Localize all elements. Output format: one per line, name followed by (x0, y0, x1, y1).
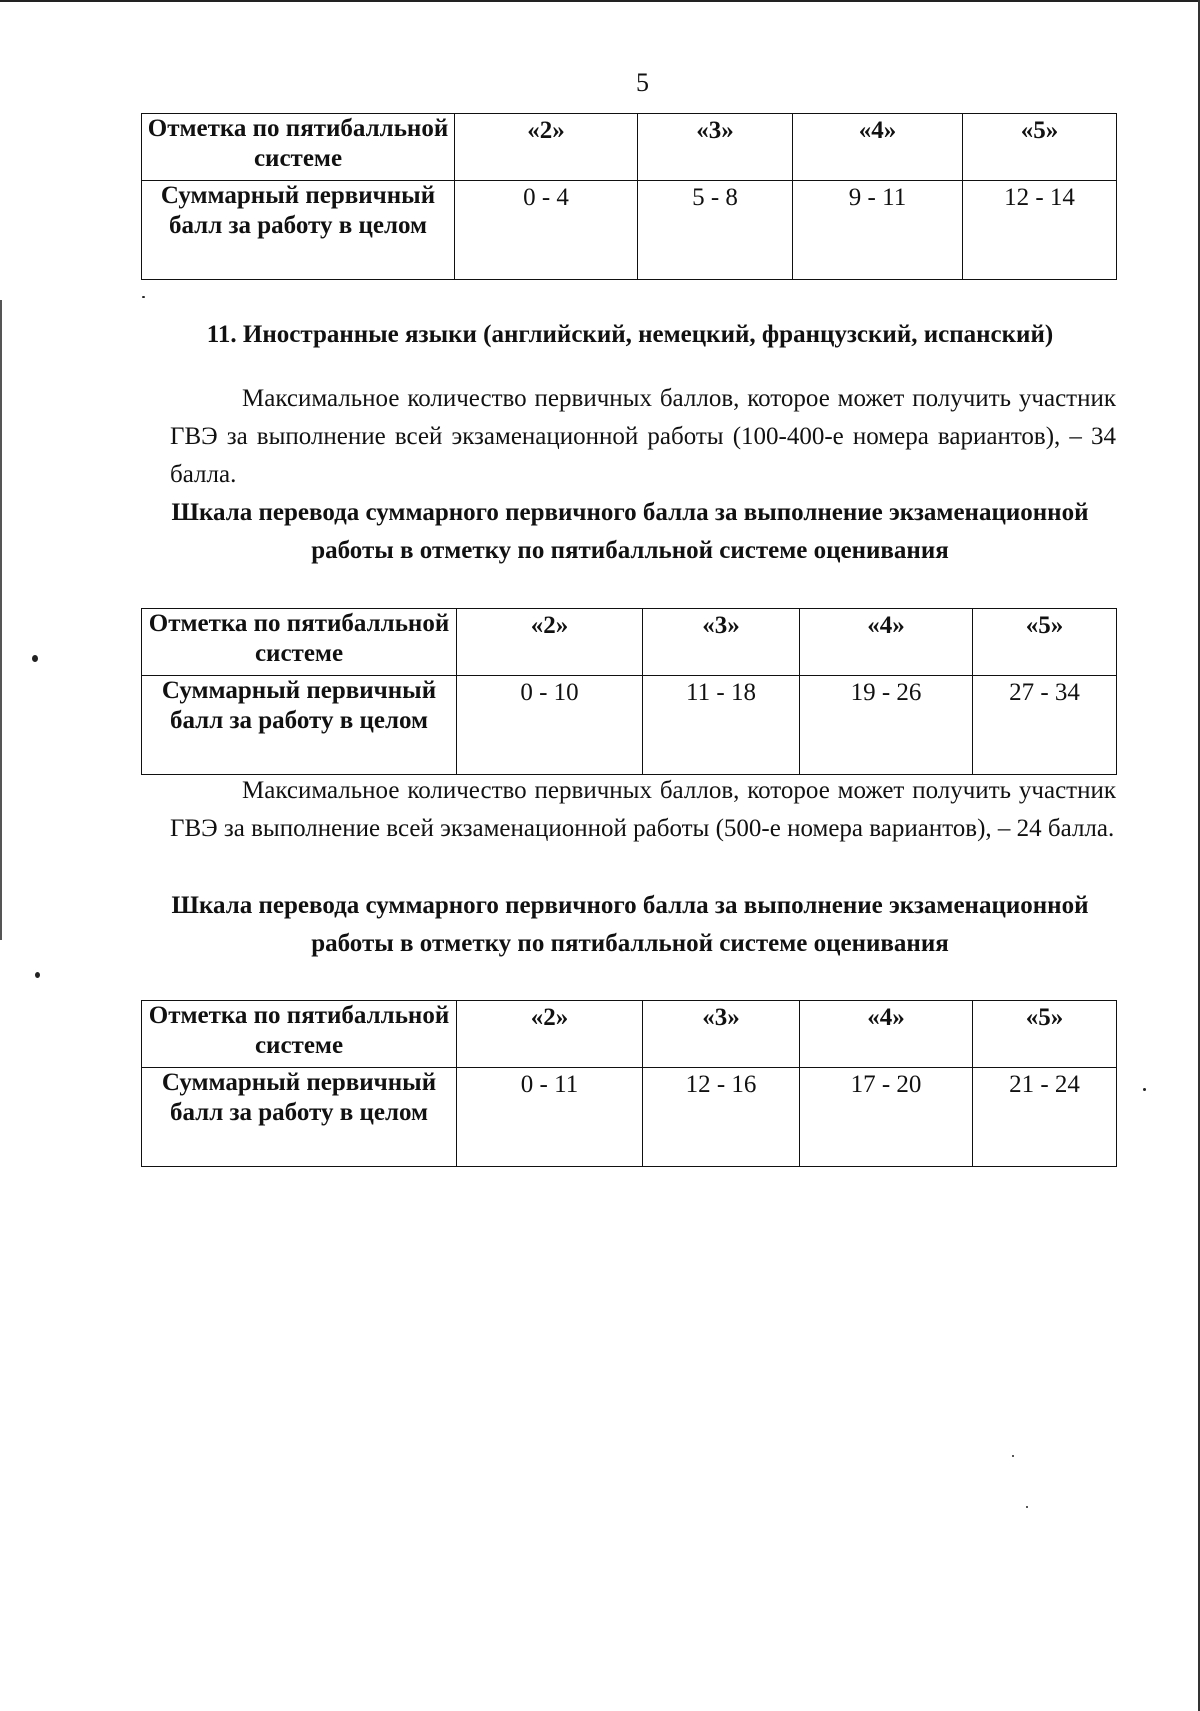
grade-cell: «2» (457, 609, 643, 676)
scan-speck (35, 972, 40, 978)
grade-cell: «4» (800, 609, 973, 676)
paragraph-max-score-1 (170, 380, 1116, 494)
score-cell: 27 - 34 (973, 676, 1117, 775)
score-cell: 17 - 20 (800, 1068, 973, 1167)
row-label-score: Суммарный первичный балл за работу в целом (142, 1068, 457, 1167)
scan-speck (32, 655, 38, 662)
row-label-score: Суммарный первичный балл за работу в целом (142, 181, 455, 280)
row-label-grade: Отметка по пятибалльной системе (142, 114, 455, 181)
row-label-grade: Отметка по пятибалльной системе (142, 609, 457, 676)
page-number: 5 (636, 68, 649, 97)
grade-row (142, 609, 1117, 676)
grade-row (142, 1001, 1117, 1068)
grade-table-3 (141, 1000, 1117, 1167)
row-label-grade: Отметка по пятибалльной системе (142, 1001, 457, 1068)
grade-row (142, 114, 1117, 181)
grade-cell: «3» (638, 114, 793, 181)
grade-cell: «4» (800, 1001, 973, 1068)
grade-cell: «5» (963, 114, 1117, 181)
grade-cell: «3» (643, 609, 800, 676)
scale-title-1: Шкала перевода суммарного первичного балла за выполнение экзаменационной работы в отметку по пятибалльной системе оценивания (171, 499, 1089, 564)
grade-table-2 (141, 608, 1117, 775)
scan-speck (1026, 1506, 1028, 1508)
paragraph-text: Максимальное количество первичных баллов, которое может получить участник ГВЭ за выполнение всей экзаменационной работы (100-400-е номера вариантов), – 34 балла. (170, 385, 1116, 488)
score-row (142, 676, 1117, 775)
grade-cell: «2» (457, 1001, 643, 1068)
score-cell: 0 - 10 (457, 676, 643, 775)
grade-cell: «4» (793, 114, 963, 181)
score-cell: 21 - 24 (973, 1068, 1117, 1167)
score-cell: 0 - 11 (457, 1068, 643, 1167)
row-label-score: Суммарный первичный балл за работу в целом (142, 676, 457, 775)
score-row (142, 181, 1117, 280)
score-cell: 9 - 11 (793, 181, 963, 280)
grade-cell: «3» (643, 1001, 800, 1068)
scan-speck (142, 296, 145, 298)
scan-speck (1143, 1088, 1146, 1091)
score-cell: 0 - 4 (455, 181, 638, 280)
grade-cell: «2» (455, 114, 638, 181)
score-cell: 11 - 18 (643, 676, 800, 775)
grade-cell: «5» (973, 609, 1117, 676)
grade-table-1 (141, 113, 1117, 280)
scan-edge-top (0, 0, 1200, 2)
score-cell: 19 - 26 (800, 676, 973, 775)
score-row (142, 1068, 1117, 1167)
score-cell: 12 - 16 (643, 1068, 800, 1167)
scale-title-2: Шкала перевода суммарного первичного балла за выполнение экзаменационной работы в отметку по пятибалльной системе оценивания (171, 892, 1089, 957)
score-cell: 5 - 8 (638, 181, 793, 280)
section-heading: 11. Иностранные языки (английский, немецкий, французский, испанский) (206, 321, 1054, 348)
paragraph-max-score-2 (170, 772, 1116, 848)
grade-cell: «5» (973, 1001, 1117, 1068)
paragraph-text: Максимальное количество первичных баллов, которое может получить участник ГВЭ за выполнение всей экзаменационной работы (500-е номера вариантов), – 24 балла. (170, 777, 1116, 842)
scan-edge-left (0, 300, 2, 940)
scan-speck (1012, 1455, 1014, 1457)
score-cell: 12 - 14 (963, 181, 1117, 280)
